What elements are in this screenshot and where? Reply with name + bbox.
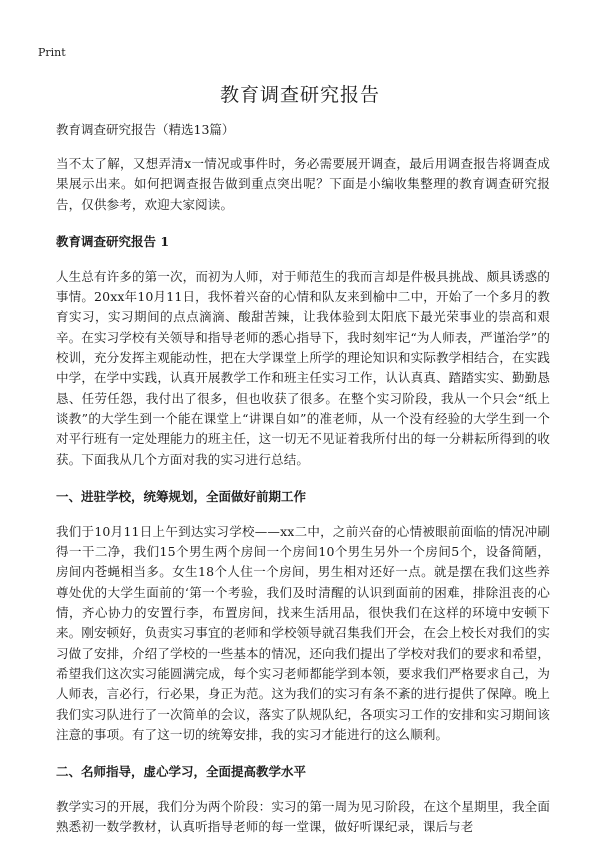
intro-paragraph: 当不太了解，又想弄清x一情况或事件时，务必需要展开调查，最后用调查报告将调查成果展示出来。如何把调查报告做到重点突出呢？下面是小编收集整理的教育调查研究报告，仅供参考，欢迎大家阅读。 — [56, 156, 550, 212]
print-link[interactable]: Print — [38, 46, 66, 59]
document-body — [56, 120, 550, 855]
document-subtitle: 教育调查研究报告（精选13篇） — [56, 122, 235, 137]
document-title: 教育调查研究报告 — [219, 84, 380, 106]
section-1-paragraph: 人生总有许多的第一次，而初为人师，对于师范生的我而言却是件极具挑战、颇具诱惑的事情。20xx年10月11日，我怀着兴奋的心情和队友来到榆中二中，开始了一个多月的教育实习，实习期间的点点滴滴、酸甜苦辣，让我体验到太阳底下最光荣事业的崇高和艰辛。在实习学校有关领导和指导老师的悉心指导下，我时刻牢记“为人师表，严谨治学”的校训，充分发挥主观能动性，把在大学课堂上所学的理论知识和实际教学相结合，在实践中学，在学中实践，认真开展教学工作和班主任实习工作，认认真真、踏踏实实、勤勤恳恳、任劳任怨，我付出了很多，但也收获了很多。在整个实习阶段，我从一个只会“纸上谈教”的大学生到一个能在课堂上“讲课自如”的准老师，从一个没有经验的大学生到一个对平行班有一定处理能力的班主任，这一切无不见证着我所付出的每一分耕耘所得到的收获。下面我从几个方面对我的实习进行总结。 — [56, 268, 550, 467]
heading-2-paragraph: 教学实习的开展，我们分为两个阶段：实习的第一周为见习阶段，在这个星期里，我全面熟悉初一数学教材，认真听指导老师的每一堂课，做好听课纪录，课后与老 — [56, 799, 550, 835]
heading-2: 二、名师指导，虚心学习，全面提高教学水平 — [56, 764, 307, 780]
heading-1-paragraph: 我们于10月11日上午到达实习学校——xx二中，之前兴奋的心情被眼前面临的情况冲刷得一干二净，我们15个男生两个房间一个房间10个男生另外一个房间5个，设备简陋，房间内苍蝇相当多。女生18个人住一个房间，男生相对还好一点。就是摆在我们这些养尊处优的大学生面前的‘第一个考验，我们及时清醒的认识到面前的困难，排除沮丧的心情，齐心协力的安置行李，布置房间，找来生活用品，很快我们在这样的环境中安顿下来。刚安顿好，负责实习事宜的老师和学校领导就召集我们开会，在会上校长对我们的实习做了安排，介绍了学校的一些基本的情况，还向我们提出了学校对我们的要求和希望，希望我们这次实习能圆满完成，每个实习老师都能学到本领，要求我们严格要求自己，为人师表，言必行，行必果，身正为范。这为我们的实习有条不紊的进行提供了保障。晚上我们实习队进行了一次简单的会议，落实了队规队纪，各项实习工作的安排和实习期间该注意的事项。有了这一切的统筹安排，我的实习才能进行的这么顺利。 — [56, 523, 550, 742]
heading-1: 一、进驻学校，统筹规划，全面做好前期工作 — [56, 488, 307, 504]
section-1-title: 教育调查研究报告 1 — [56, 233, 170, 249]
